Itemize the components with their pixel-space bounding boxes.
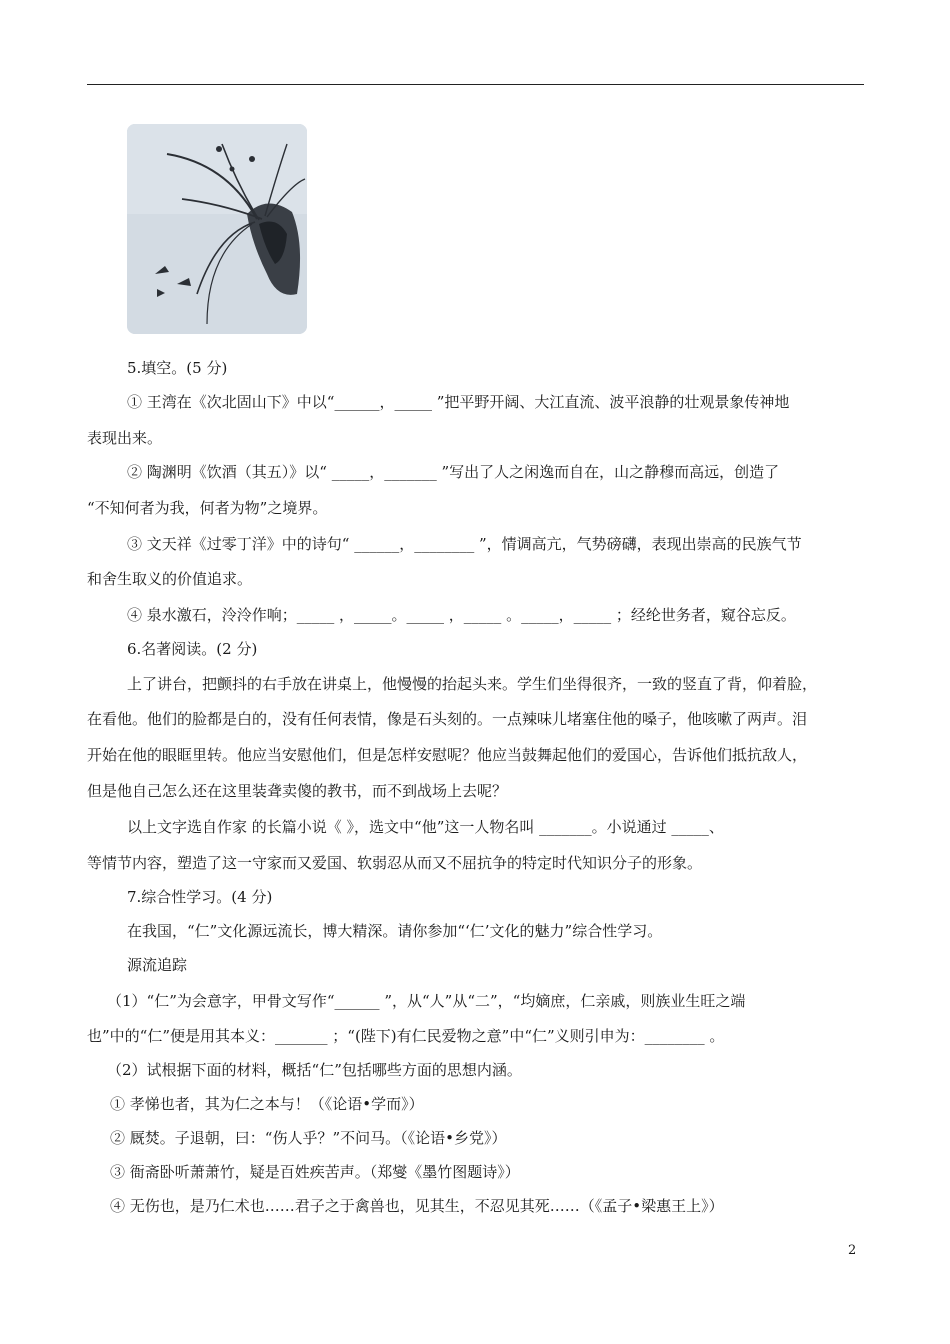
q5-line-1: ① 王湾在《次北固山下》中以“______，_____ ”把平野开阔、大江直流、波平浪静的壮观景象传神地 (127, 393, 790, 411)
q5-line-6: 和舍生取义的价值追求。 (87, 570, 253, 588)
q6-line-6: 等情节内容，塑造了这一守家而又爱国、软弱忍从而又不屈抗争的特定时代知识分子的形象。 (87, 854, 703, 872)
q5-line-3: ② 陶渊明《饮酒（其五）》以“ _____，_______ ”写出了人之闲逸而自在，山之静穆而高远，创造了 (127, 463, 780, 481)
q7-material-3: ③ 衙斋卧听萧萧竹，疑是百姓疾苦声。（郑燮《墨竹图题诗》） (110, 1163, 520, 1181)
q7-part1-line-2: 也”中的“仁”便是用其本义：_______ ；“(陛下)有仁民爱物之意”中“仁”义则引申为：________ 。 (87, 1027, 725, 1045)
q7-part2: （2）试根据下面的材料，概括“仁”包括哪些方面的思想内涵。 (107, 1061, 522, 1079)
q6-line-5: 以上文字选自作家 的长篇小说《 》，选文中“他”这一人物名叫 _______。小说通过 _____、 (127, 818, 724, 836)
page-number: 2 (848, 1243, 857, 1258)
q7-material-2: ② 厩焚。子退朝，曰：“伤人乎？”不问马。（《论语•乡党》） (110, 1129, 507, 1147)
q5-line-7: ④ 泉水激石，泠泠作响；_____ ，_____。_____ ，_____ 。_____，_____ ；经纶世务者，窥谷忘反。 (127, 606, 796, 624)
header-rule (87, 84, 864, 85)
q5-line-4: “不知何者为我，何者为物”之境界。 (87, 499, 328, 517)
q7-material-4: ④ 无伤也，是乃仁术也……君子之于禽兽也，见其生，不忍见其死……（《孟子•梁惠王上》） (110, 1197, 724, 1215)
q5-line-5: ③ 文天祥《过零丁洋》中的诗句“ ______，________ ”，情调高亢，气势磅礴，表现出崇高的民族气节 (127, 535, 802, 553)
q5-line-2: 表现出来。 (87, 429, 163, 447)
q6-line-4: 但是他自己怎么还在这里装聋卖傻的教书，而不到战场上去呢？ (87, 782, 508, 800)
orchid-ink-painting-icon (127, 124, 307, 334)
q7-part1-line-1: （1）“仁”为会意字，甲骨文写作“______ ”，从“人”从“二”，“均嫡庶，仁亲戚，则族业生旺之端 (107, 992, 746, 1010)
q6-line-3: 开始在他的眼眶里转。他应当安慰他们，但是怎样安慰呢？他应当鼓舞起他们的爱国心，告诉他们抵抗敌人， (87, 746, 808, 764)
q7-material-1: ① 孝悌也者，其为仁之本与！（《论语•学而》） (110, 1095, 424, 1113)
q7-section-title: 源流追踪 (127, 956, 188, 974)
q5-title: 5.填空。(5 分) (127, 359, 228, 377)
q7-title: 7.综合性学习。(4 分) (127, 888, 273, 906)
svg-text:⠀: ⠀ (272, 284, 282, 290)
q7-intro: 在我国，“仁”文化源远流长，博大精深。请你参加“‘仁’文化的魅力”综合性学习。 (127, 922, 663, 940)
q6-title: 6.名著阅读。(2 分) (127, 640, 258, 658)
q6-line-1: 上了讲台，把颤抖的右手放在讲桌上，他慢慢的抬起头来。学生们坐得很齐，一致的竖直了背，仰着脸， (127, 675, 818, 693)
q6-line-2: 在看他。他们的脸都是白的，没有任何表情，像是石头刻的。一点辣味儿堵塞住他的嗓子，他咳嗽了两声。泪 (87, 710, 808, 728)
